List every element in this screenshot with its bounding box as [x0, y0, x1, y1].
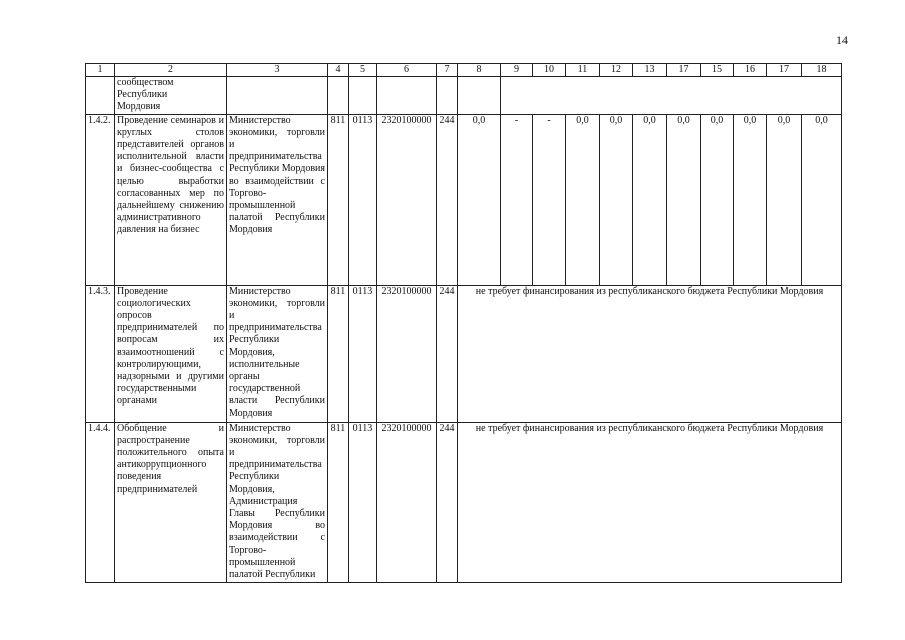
value-cell: 0,0 [767, 114, 802, 285]
value-cell: 0,0 [734, 114, 767, 285]
header-cell: 8 [458, 64, 501, 77]
header-cell: 13 [633, 64, 667, 77]
event-cell: Проведение семинаров и круглых столов представителей органов исполнительной власти и бизнес-сообщества с целью выработки согласованных мер по дальнейшему снижению административного давления на бизнес [115, 114, 227, 285]
code-cell: 811 [328, 422, 349, 582]
code-cell: 244 [437, 114, 458, 285]
code-cell: 2320100000 [377, 114, 437, 285]
event-cell: Обобщение и распространение положительного опыта антикоррупционного поведения предпринимателей [115, 422, 227, 582]
header-cell: 15 [701, 64, 734, 77]
header-cell: 5 [349, 64, 377, 77]
code-cell: 0113 [349, 114, 377, 285]
header-cell: 11 [566, 64, 600, 77]
header-cell: 3 [227, 64, 328, 77]
page-number: 14 [836, 33, 848, 47]
code-cell: 811 [328, 114, 349, 285]
header-cell: 16 [734, 64, 767, 77]
row-number: 1.4.3. [86, 285, 115, 422]
value-cell: 0,0 [667, 114, 701, 285]
table-row [86, 285, 842, 422]
funding-note: не требует финансирования из республиканского бюджета Республики Мордовия [458, 285, 842, 422]
header-cell: 17 [667, 64, 701, 77]
value-cell: - [501, 114, 533, 285]
value-cell: 0,0 [566, 114, 600, 285]
header-row [86, 64, 842, 77]
code-cell: 0113 [349, 285, 377, 422]
header-cell: 4 [328, 64, 349, 77]
code-cell: 811 [328, 285, 349, 422]
continuation-cell: сообществом Республики Мордовия [115, 77, 227, 115]
executor-cell: Министерство экономики, торговли и предпринимательства Республики Мордовия, исполнительные органы государственной власти Республики Мордовия [227, 285, 328, 422]
row-number: 1.4.4. [86, 422, 115, 582]
header-cell: 2 [115, 64, 227, 77]
budget-table [85, 63, 842, 583]
code-cell: 2320100000 [377, 422, 437, 582]
event-cell: Проведение социологических опросов предпринимателей по вопросам их взаимоотношений с контролирующими, надзорными и другими государственными органами [115, 285, 227, 422]
value-cell: 0,0 [802, 114, 842, 285]
value-cell: 0,0 [458, 114, 501, 285]
header-cell: 9 [501, 64, 533, 77]
executor-cell: Министерство экономики, торговли и предпринимательства Республики Мордовия, Администрация Главы Республики Мордовия во взаимодействии с Торгово-промышленной палатой Республики [227, 422, 328, 582]
code-cell: 244 [437, 422, 458, 582]
header-cell: 10 [533, 64, 566, 77]
table-row-continuation [86, 77, 842, 115]
row-number: 1.4.2. [86, 114, 115, 285]
table-row [86, 114, 842, 285]
header-cell: 17 [767, 64, 802, 77]
header-cell: 6 [377, 64, 437, 77]
value-cell: 0,0 [701, 114, 734, 285]
table-row [86, 422, 842, 582]
header-cell: 18 [802, 64, 842, 77]
header-cell: 7 [437, 64, 458, 77]
value-cell: 0,0 [633, 114, 667, 285]
value-cell: 0,0 [600, 114, 633, 285]
value-cell: - [533, 114, 566, 285]
executor-cell: Министерство экономики, торговли и предпринимательства Республики Мордовия во взаимодействии с Торгово-промышленной палатой Республики Мордовия [227, 114, 328, 285]
code-cell: 2320100000 [377, 285, 437, 422]
code-cell: 244 [437, 285, 458, 422]
header-cell: 12 [600, 64, 633, 77]
code-cell: 0113 [349, 422, 377, 582]
funding-note: не требует финансирования из республиканского бюджета Республики Мордовия [458, 422, 842, 582]
header-cell: 1 [86, 64, 115, 77]
